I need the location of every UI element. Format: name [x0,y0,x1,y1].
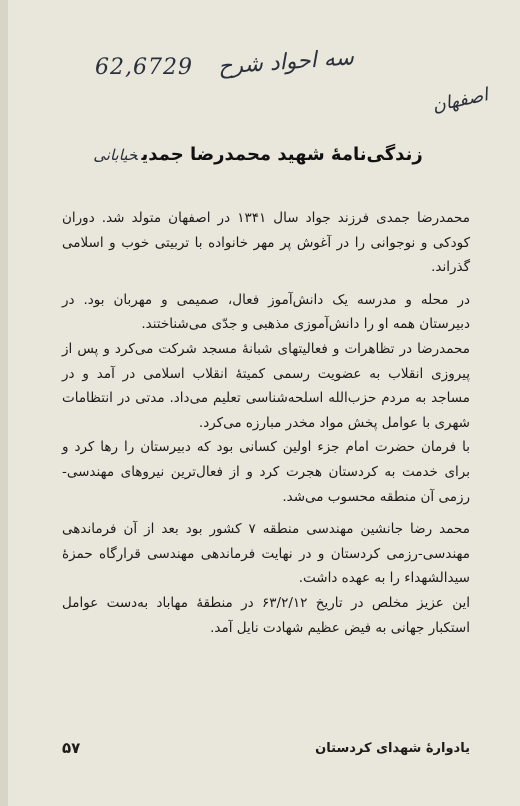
paragraph-kurdistan: با فرمان حضرت امام جزء اولین کسانی بود که دبیرستان را رها کرد و برای خدمت به کردستان هجرت کرد و از فعال‌ترین نیروهای مهندسی-رزمی آن منطقه محسوب می‌شد. [62,439,470,505]
footer-page-number: ۵۷ [62,739,81,757]
page-title-text: زندگی‌نامهٔ شهید محمدرضا جمدی [141,144,423,165]
footer-book-title: یادوارهٔ شهدای کردستان [315,740,470,756]
paragraph-school: در محله و مدرسه یک دانش‌آموز فعال، صمیمی و مهربان بود. در دبیرستان همه او را دانش‌آموزی مذهبی و جدّی می‌شناختند. [62,291,470,333]
biography-body [62,206,470,640]
paragraph-command: محمد رضا جانشین مهندسی منطقه ۷ کشور بود بعد از آن فرماندهی مهندسی-رزمی کردستان و در نهایت فرماندهی مهندسی قرارگاه حمزهٔ سیدالشهداء را به عهده داشت. [62,521,470,587]
handwritten-title-suffix: خیابانی [93,146,138,164]
page-footer [62,736,470,760]
handwritten-number: 62,6729 [95,55,193,80]
handwritten-city-note: اصفهان [430,84,490,117]
handwritten-name-note: سه احواد شرح [217,45,355,80]
page-margin-shadow [0,0,8,806]
paragraph-birth: محمدرضا جمدی فرزند جواد سال ۱۳۴۱ در اصفهان متولد شد. دوران کودکی و نوجوانی را در آغوش پر مهر خانواده با تربیتی خوب و اسلامی گذراند. [62,210,470,276]
paragraph-revolution: محمدرضا در تظاهرات و فعالیتهای شبانهٔ مسجد شرکت می‌کرد و پس از پیروزی انقلاب به عضویت رسمی کمیتهٔ انقلاب اسلامی در آمد و در مساجد به مردم حزب‌الله اسلحه‌شناسی تعلیم می‌داد. مدتی در انتظامات شهری با عوامل پخش مواد مخدر مبارزه می‌کرد. [62,340,470,431]
paragraph-martyrdom: این عزیز مخلص در تاریخ ۶۳/۲/۱۲ در منطقهٔ مهاباد به‌دست عوامل استکبار جهانی به فیض عظیم شهادت نایل آمد. [62,594,470,636]
page-title [78,144,438,165]
